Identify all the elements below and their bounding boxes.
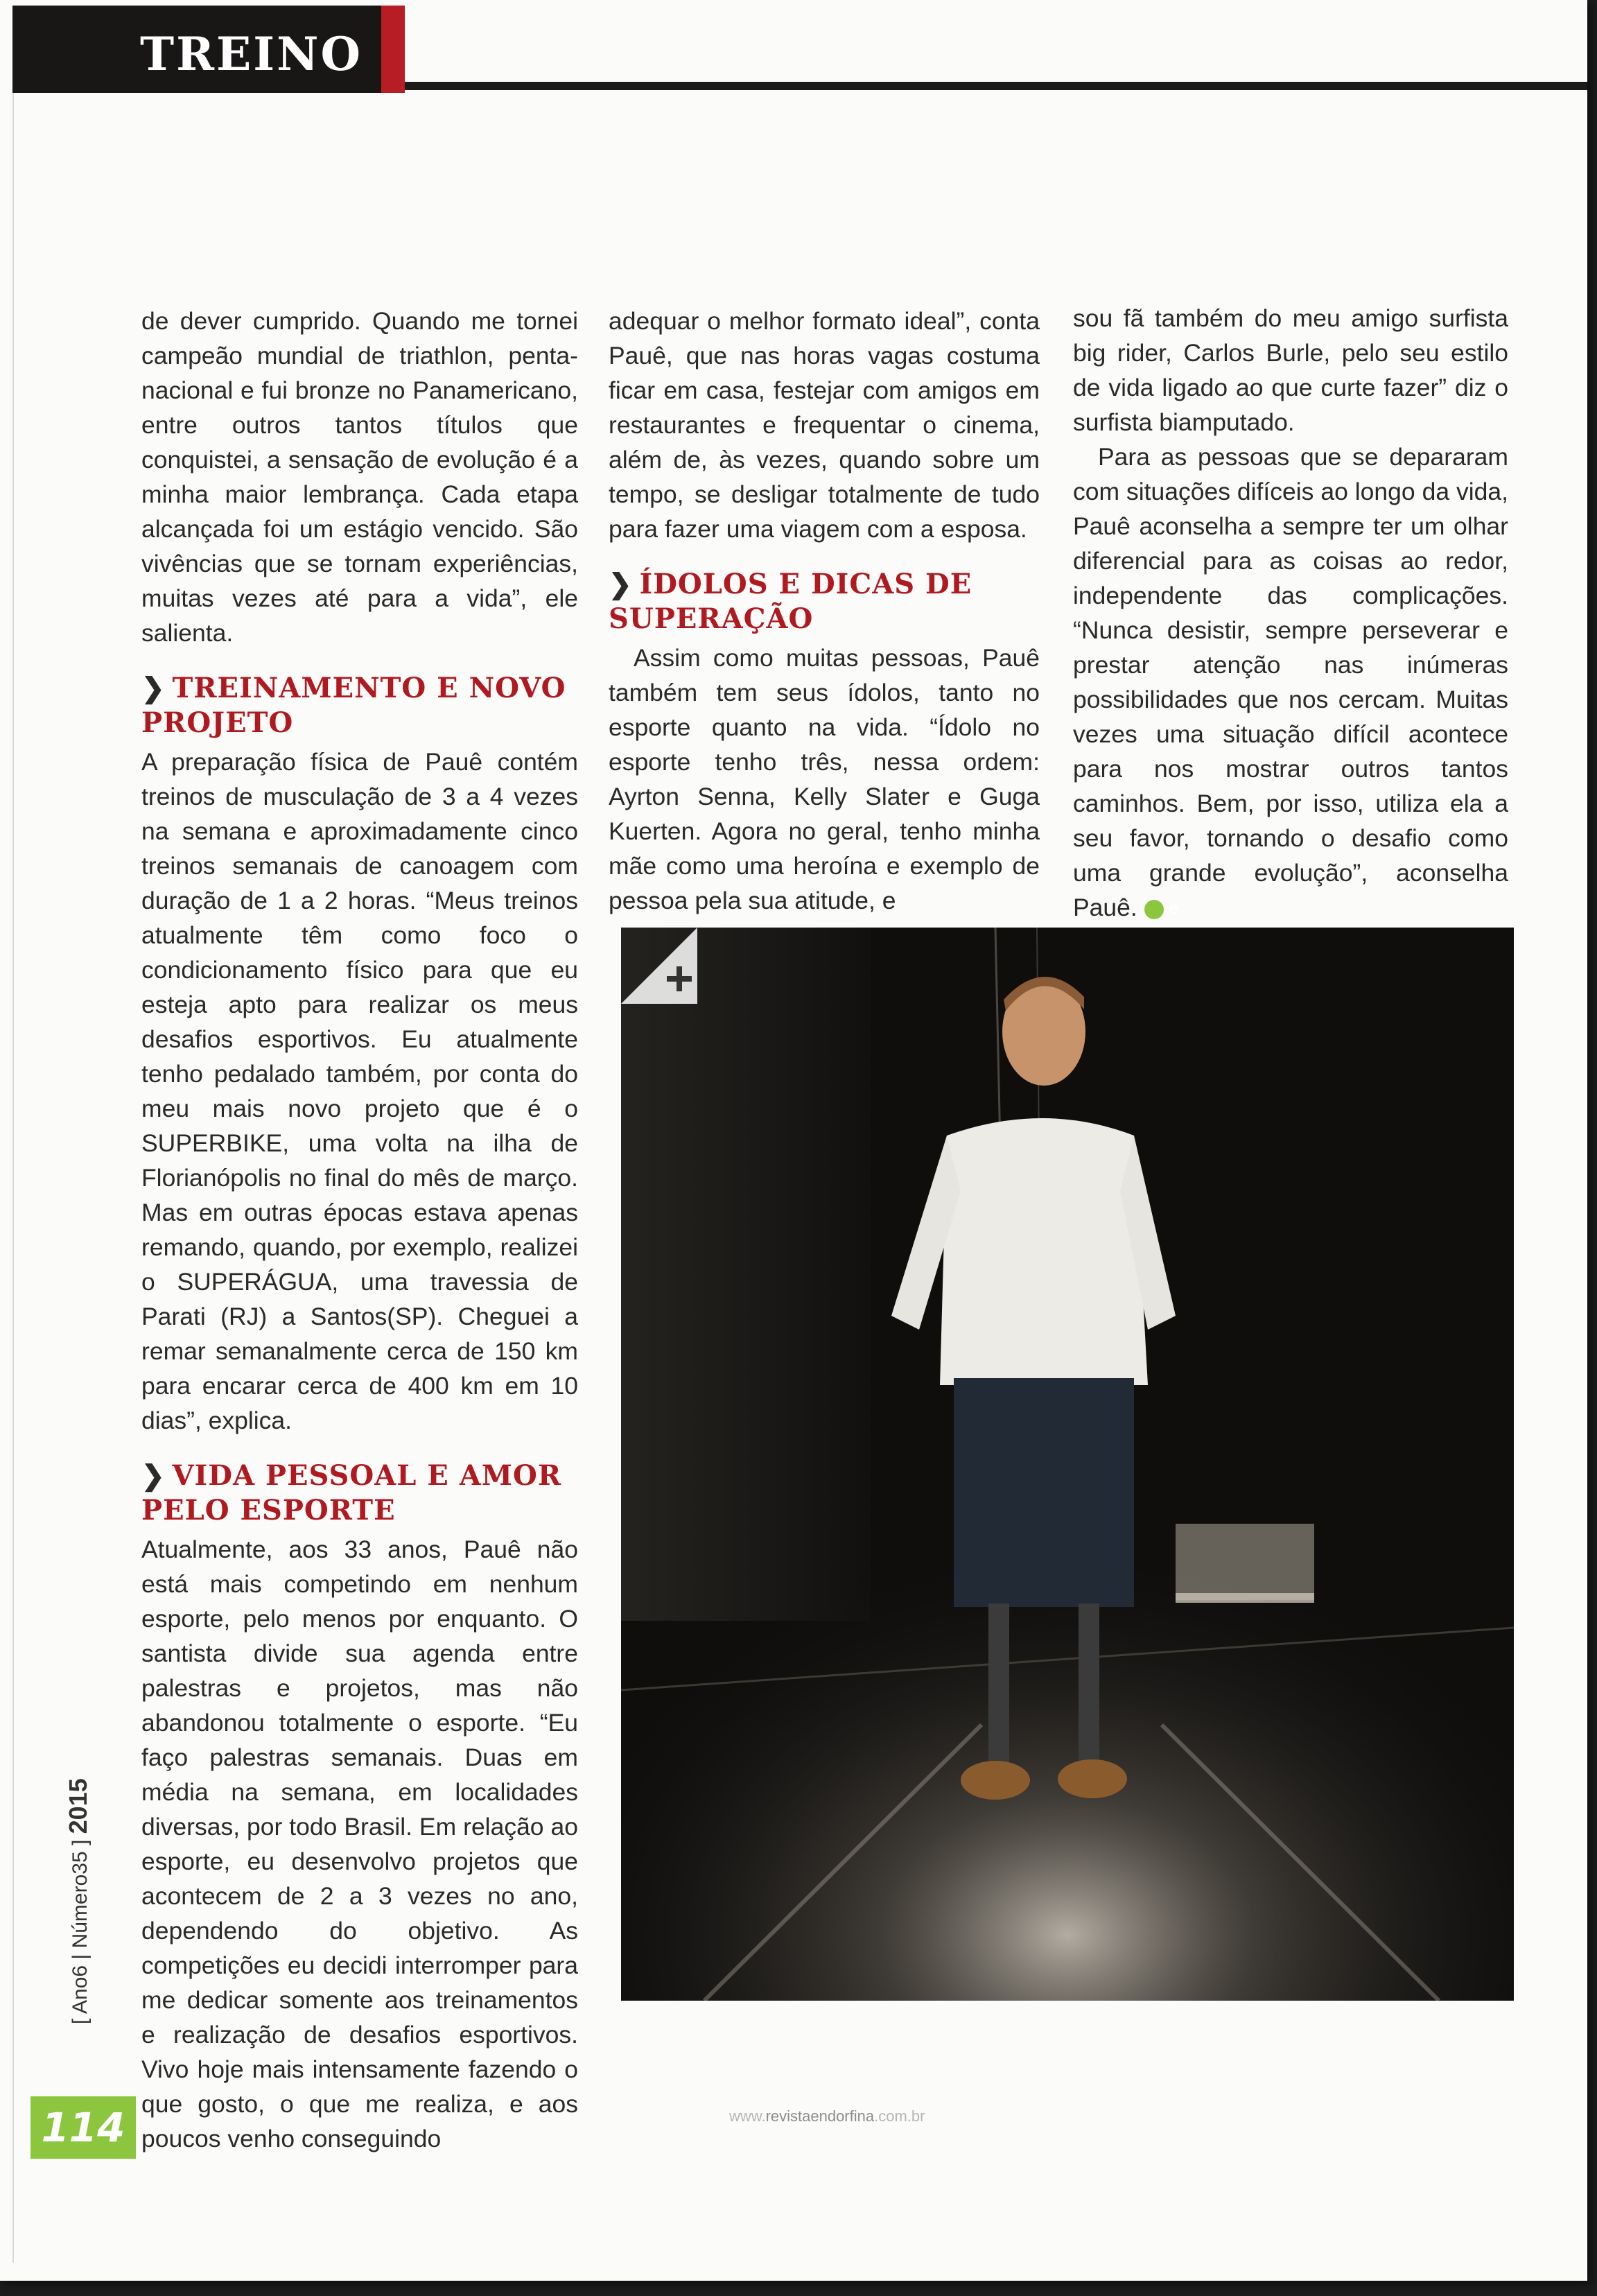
paragraph	[1073, 440, 1508, 925]
paragraph: A preparação física de Pauê contém treinos de musculação de 3 a 4 vezes na semana e aproximadamente cinco treinos semanais de canoagem com duração de 1 a 2 horas. “Meus treinos atualmente têm como foco o condicionamento físico para que eu esteja apto para realizar os meus desafios esportivos. Eu atualmente tenho pedalado também, por conta do meu mais novo projeto que é o SUPERBIKE, uma volta na ilha de Florianópolis no final do mês de março. Mas em outras épocas estava apenas remando, quando, por exemplo, realizei o SUPERÁGUA, uma travessia de Parati (RJ) a Santos(SP). Cheguei a remar semanalmente cerca de 150 km para encarar cerca de 400 km em 10 dias”, explica.	[141, 748, 578, 1434]
subheading	[609, 567, 1040, 636]
text-column-2	[609, 304, 1040, 918]
paragraph: sou fã também do meu amigo surfista big rider, Carlos Burle, pelo seu estilo de vida ligado ao que curte fazer” diz o surfista biamputado.	[1073, 304, 1508, 436]
end-mark-icon: e	[1144, 900, 1164, 919]
magazine-page: TREINO de dever cumprido. Quando me tornei campeão mundial de triathlon, penta-nacional e fui bronze no Panamericano, entre outros tantos títulos que conquistei, a sensação de evolução é a minha maior lembrança. Cada etapa alcançada foi um estágio vencido. São vivências que se tornam experiências, muitas vezes até para a vida”, ele salienta. ❯ TREINAMENTO E NOVO PROJETO A preparação física de Pauê contém treinos de musculação de 3 a 4 vezes na semana e aproximadamente cinco treinos semanais de canoagem com duração de 1 a 2 horas. “Meus treinos atualmente têm como foco o condicionamento físico para que eu esteja apto para realizar os meus desafios esportivos. Eu atualmente tenho pedalado também, por conta do meu mais novo projeto que é o SUPERBIKE, uma volta na ilha de Florianópolis no final do mês de março. Mas em outras épocas estava apenas remando, quando, por exemplo, realizei o SUPERÁGUA, uma travessia de Parati (RJ) a Santos(SP). Cheguei a remar semanalmente cerca de 150 km para encarar cerca de 400 km em 10 dias”, explica. ❯ VIDA PESSOAL E AMOR PELO ESPORTE Atualmente, aos 33 anos, Pauê não está mais competindo em nenhum esporte, pelo menos por enquanto. O santista divide sua agenda entre palestras e projetos, mas não abandonou totalmente o esporte. “Eu faço palestras semanais. Duas em média na semana, em localidades diversas, por todo Brasil. Em relação ao esporte, eu desenvolvo projetos que acontecem de 2 a 3 vezes no ano, dependendo do objetivo. As competições eu decidi interromper para me dedicar somente aos treinamentos e realização de desafios esportivos. Vivo hoje mais intensamente fazendo o que gosto, o que me realiza, e aos poucos venho conseguindo adequar o melhor formato ideal”, conta Pauê, que nas horas vagas costuma ficar em casa, festejar com amigos em restaurantes e frequentar o cinema, além de, às vezes, quando sobre um tempo, se desligar totalmente de tudo para fazer uma viagem com a esposa. ❯ ÍDOLOS E DICAS DE SUPERAÇÃO Assim como muitas pessoas, Pauê também tem seus ídolos, tanto no esporte quanto na vida. “Ídolo no esporte tenho três, nessa ordem: Ayrton Senna, Kelly Slater e Guga Kuerten. Agora no geral, tenho minha mãe como uma heroína e exemplo de pessoa pela sua atitude, e sou fã também do meu amigo surfista big rider, Carlos Burle, pelo seu estilo de vida ligado ao que curte fazer” diz o surfista biamputado. Para as pessoas que se depararam com situações difíceis ao longo da vida, Pauê aconselha a sempre ter um olhar diferencial para as coisas ao redor, independente das complicações. “Nunca desistir, sempre perseverar e prestar atenção nas inúmeras possibilidades que nos cercam. Muitas vezes uma situação difícil acontece para nos mostrar outros tantos caminhos. Bem, por isso, utiliza ela a seu favor, tornando o desafio como uma grande evolução”, aconselha Pauê. e [ Ano6 | Número35 ] 2015 114 www.revistaendorfina.com.br	[0, 0, 1587, 2281]
issue-number: Número35	[69, 1851, 91, 1949]
chevron-right-icon: ❯	[609, 568, 633, 600]
article-photo	[621, 928, 1514, 2001]
text-column-1	[141, 304, 578, 2156]
page-edge-rule	[12, 93, 14, 2263]
paragraph: adequar o melhor formato ideal”, conta Pauê, que nas horas vagas costuma ficar em casa, festejar com amigos em restaurantes e frequentar o cinema, além de, às vezes, quando sobre um tempo, se desligar totalmente de tudo para fazer uma viagem com a esposa.	[609, 307, 1040, 543]
paragraph: de dever cumprido. Quando me tornei campeão mundial de triathlon, penta-nacional e fui bronze no Panamericano, entre outros tantos títulos que conquistei, a sensação de evolução é a minha maior lembrança. Cada etapa alcançada foi um estágio vencido. São vivências que se tornam experiências, muitas vezes até para a vida”, ele salienta.	[141, 307, 578, 647]
subheading	[141, 671, 578, 740]
subheading-text: VIDA PESSOAL E AMOR PELO ESPORTE	[141, 1459, 562, 1527]
header-rule	[405, 82, 1587, 90]
page-number-badge	[30, 2096, 136, 2159]
issue-year: 2015	[64, 1778, 92, 1834]
text-column-3	[1073, 301, 1508, 925]
subheading-text: TREINAMENTO E NOVO PROJETO	[141, 672, 566, 739]
paragraph: Assim como muitas pessoas, Pauê também tem seus ídolos, tanto no esporte quanto na vida. “Ídolo no esporte tenho três, nessa ordem: Ayrton Senna, Kelly Slater e Guga Kuerten. Agora no geral, tenho minha mãe como uma heroína e exemplo de pessoa pela sua atitude, e	[609, 644, 1040, 914]
subheading	[141, 1459, 578, 1528]
paragraph-text: Para as pessoas que se depararam com situações difíceis ao longo da vida, Pauê aconselha a sempre ter um olhar diferencial para as coisas ao redor, independente das complicações. “Nunca desistir, sempre perseverar e prestar atenção nas inúmeras possibilidades que nos cercam. Muitas vezes uma situação difícil acontece para nos mostrar outros tantos caminhos. Bem, por isso, utiliza ela a seu favor, tornando o desafio como uma grande evolução”, aconselha Pauê.	[1073, 443, 1508, 921]
photo-illustration	[621, 928, 1514, 2001]
paragraph: Atualmente, aos 33 anos, Pauê não está mais competindo em nenhum esporte, pelo menos por enquanto. O santista divide sua agenda entre palestras e projetos, mas não abandonou totalmente o esporte. “Eu faço palestras semanais. Duas em média na semana, em localidades diversas, por todo Brasil. Em relação ao esporte, eu desenvolvo projetos que acontecem de 2 a 3 vezes no ano, dependendo do objetivo. As competições eu decidi interromper para me dedicar somente aos treinamentos e realização de desafios esportivos. Vivo hoje mais intensamente fazendo o que gosto, o que me realiza, e aos poucos venho conseguindo	[141, 1536, 578, 2152]
issue-year-label: Ano6	[69, 1965, 91, 2014]
section-title: TREINO	[140, 27, 363, 81]
chevron-right-icon: ❯	[141, 1459, 166, 1492]
chevron-right-icon: ❯	[141, 672, 166, 704]
page-number: 114	[41, 2104, 125, 2151]
plus-icon	[621, 928, 697, 1004]
website-url[interactable]: www.revistaendorfina.com.br	[729, 2107, 925, 2125]
subheading-text: ÍDOLOS E DICAS DE SUPERAÇÃO	[609, 568, 972, 635]
header-accent	[381, 6, 405, 93]
